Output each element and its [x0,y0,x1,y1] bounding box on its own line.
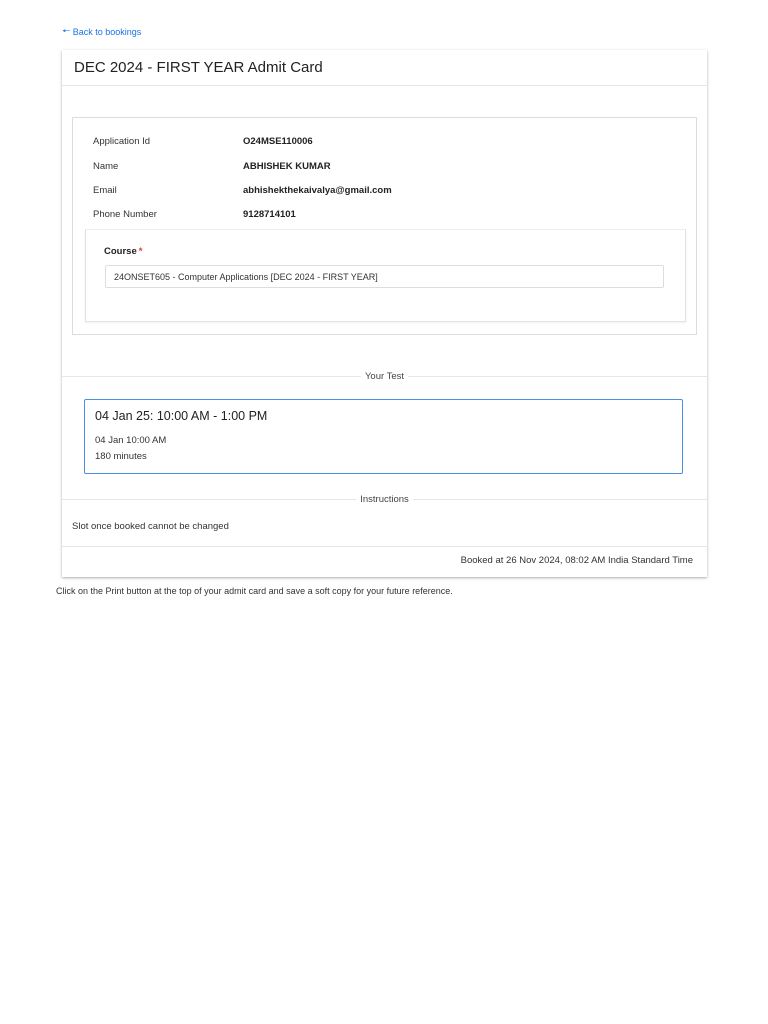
candidate-details [72,117,697,335]
back-to-bookings-link[interactable] [62,27,141,37]
instruction-text: Slot once booked cannot be changed [72,521,229,532]
course-label [104,246,142,257]
detail-value: 9128714101 [243,209,296,220]
instructions-heading: Instructions [360,493,409,505]
required-mark: * [138,246,143,257]
card-title: DEC 2024 - FIRST YEAR Admit Card [74,59,323,76]
detail-row-phone [93,209,296,220]
divider-line [408,376,707,377]
card-footer-divider [62,546,707,547]
booked-at-timestamp: Booked at 26 Nov 2024, 08:02 AM India Standard Time [460,555,693,566]
detail-row-name [93,161,331,172]
arrow-left-icon: 🠔 [62,26,71,37]
course-label-text: Course [104,246,137,257]
test-slot-card[interactable] [84,399,683,474]
detail-value: O24MSE110006 [243,136,313,147]
course-section [85,229,686,322]
print-reminder-note: Click on the Print button at the top of your admit card and save a soft copy for your future reference. [56,586,453,596]
divider-line [62,376,361,377]
your-test-heading: Your Test [364,370,405,382]
your-test-divider [62,370,707,382]
detail-value: abhishekthekaivalya@gmail.com [243,185,392,196]
test-duration: 180 minutes [95,451,147,462]
detail-value: ABHISHEK KUMAR [243,161,331,172]
admit-card [62,50,707,577]
detail-label: Email [93,185,117,196]
test-slot-title: 04 Jan 25: 10:00 AM - 1:00 PM [95,409,268,423]
divider-line [62,499,356,500]
divider-line [413,499,707,500]
detail-row-application-id [93,136,313,147]
test-start-time: 04 Jan 10:00 AM [95,435,167,446]
back-link-label: Back to bookings [72,27,142,37]
instructions-divider [62,493,707,505]
detail-label: Name [93,161,119,172]
detail-row-email [93,185,392,196]
card-header [62,50,707,86]
course-select[interactable]: 24ONSET605 - Computer Applications [DEC 2024 - FIRST YEAR] [105,265,664,288]
detail-label: Phone Number [93,209,157,220]
detail-label: Application Id [93,136,151,147]
